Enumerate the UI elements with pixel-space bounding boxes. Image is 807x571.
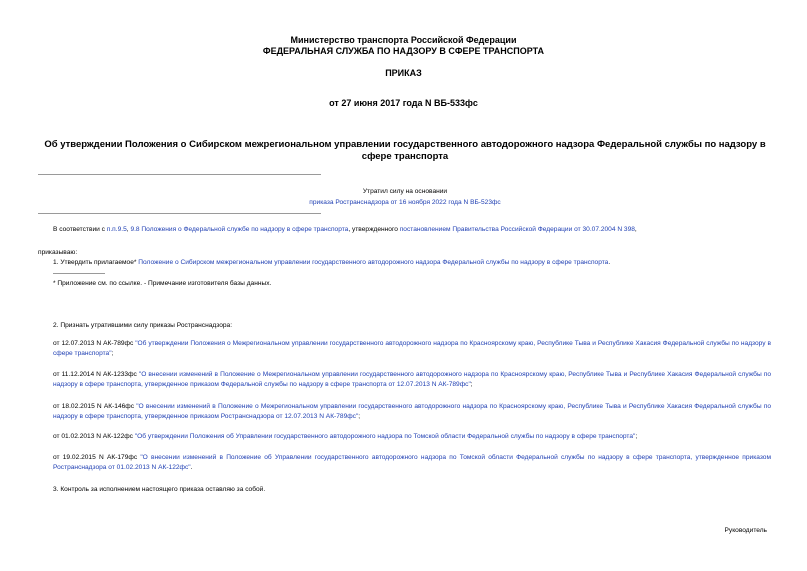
regulation-link[interactable]: Положение о Сибирском межрегиональном управлении государственного автодорожного надзора Федеральной службы по надзору в сфере транспорта — [138, 259, 609, 266]
repealed-order-1-suffix: ; — [111, 349, 114, 357]
repeal-order-link[interactable]: приказа Ространснадзора от 16 ноября 2022 года N ВБ-523фс — [309, 199, 501, 206]
preamble — [53, 225, 771, 235]
document-type: ПРИКАЗ — [385, 68, 422, 78]
government-decree-link[interactable]: постановлением Правительства Российской Федерации от 30.07.2004 N 398 — [399, 226, 635, 233]
item-1 — [53, 258, 771, 268]
repealed-order-2-link[interactable]: "О внесении изменений в Положение о Межрегиональном управлении государственного автодорожного надзора по Красноярскому краю, Республике Тыва и Республике Хакасия Федеральной службы по надзору в сфере транспорта, утвержденное приказом Федеральной службы по надзору в сфере транспорта от 12.07.2013 N АК-789фс" — [53, 371, 771, 388]
repealed-order-1 — [53, 339, 771, 358]
preamble-sep: , — [126, 226, 131, 233]
repealed-order-4-suffix: ; — [635, 433, 638, 440]
repealed-order-2-number: от 11.12.2014 N АК-1233фс — [53, 371, 139, 378]
repealed-order-5-link[interactable]: "О внесении изменений в Положение об Управлении государственного автодорожного надзора по Томской области Федеральной службы по надзору в сфере транспорта, утвержденное приказом Ространснадзора от 01.02.2013 N АК-122фс" — [53, 454, 771, 471]
repealed-order-4-link[interactable]: "Об утверждении Положения об Управлении государственного автодорожного надзора по Томской области Федеральной службы по надзору в сфере транспорта" — [134, 433, 636, 440]
footnote-divider — [53, 273, 105, 274]
divider-bottom — [38, 213, 321, 214]
preamble-prefix: В соответствии с — [53, 226, 107, 233]
service-name: ФЕДЕРАЛЬНАЯ СЛУЖБА ПО НАДЗОРУ В СФЕРЕ ТРАНСПОРТА — [262, 46, 545, 56]
repealed-order-3-suffix: ; — [358, 412, 361, 420]
repealed-order-2 — [53, 370, 771, 389]
repealed-order-4 — [53, 432, 771, 442]
document-title: Об утверждении Положения о Сибирском межрегиональном управлении государственного автодорожного надзора Федеральной службы по надзору в сфере транспорта — [44, 139, 766, 162]
repealed-order-1-number: от 12.07.2013 N АК-789фс — [53, 340, 136, 347]
repealed-order-5-number: от 19.02.2015 N АК-179фс — [53, 454, 141, 461]
item-2: 2. Признать утратившими силу приказы Ространснадзора: — [53, 322, 233, 329]
item-1-suffix: . — [608, 259, 611, 266]
divider-top — [38, 174, 321, 175]
repealed-order-3-number: от 18.02.2015 N АК-146фс — [53, 403, 137, 410]
repealed-order-5-suffix: . — [190, 463, 193, 471]
ministry-name: Министерство транспорта Российской Федерации — [290, 35, 517, 45]
preamble-mid: , утвержденного — [348, 226, 400, 233]
clause-9-8-link[interactable]: 9.8 Положения о Федеральной службе по надзору в сфере транспорта — [130, 226, 349, 233]
status-note-text: Утратил силу на основании — [362, 188, 448, 195]
repealed-order-1-link[interactable]: "Об утверждении Положения о Межрегиональном управлении государственного автодорожного надзора по Красноярскому краю, Республике Тыва и Республике Хакасия Федеральной службы по надзору в сфере транспорта" — [53, 340, 771, 357]
document-date-number: от 27 июня 2017 года N ВБ-533фс — [329, 98, 478, 108]
item-1-prefix: 1. Утвердить прилагаемое* — [53, 259, 139, 266]
order-word: приказываю: — [38, 249, 78, 256]
clause-9-5-link[interactable]: п.п.9.5 — [106, 226, 127, 233]
status-note — [240, 186, 570, 208]
repealed-order-3-link[interactable]: "О внесении изменений в Положение о Межрегиональном управлении государственного автодорожного надзора по Красноярскому краю, Республике Тыва и Республике Хакасия Федеральной службы по надзору в сфере транспорта, утвержденное приказом Ространснадзора от 12.07.2013 N АК-789фс" — [53, 403, 771, 420]
repealed-order-4-number: от 01.02.2013 N АК-122фс — [53, 433, 135, 440]
item-3: 3. Контроль за исполнением настоящего приказа оставляю за собой. — [53, 486, 266, 493]
signature-label: Руководитель — [724, 527, 767, 534]
repealed-order-2-suffix: ; — [470, 380, 473, 388]
footnote: * Приложение см. по ссылке. - Примечание изготовителя базы данных. — [53, 280, 272, 287]
repealed-order-5 — [53, 453, 771, 472]
repealed-order-3 — [53, 402, 771, 421]
preamble-suffix: , — [634, 226, 637, 233]
